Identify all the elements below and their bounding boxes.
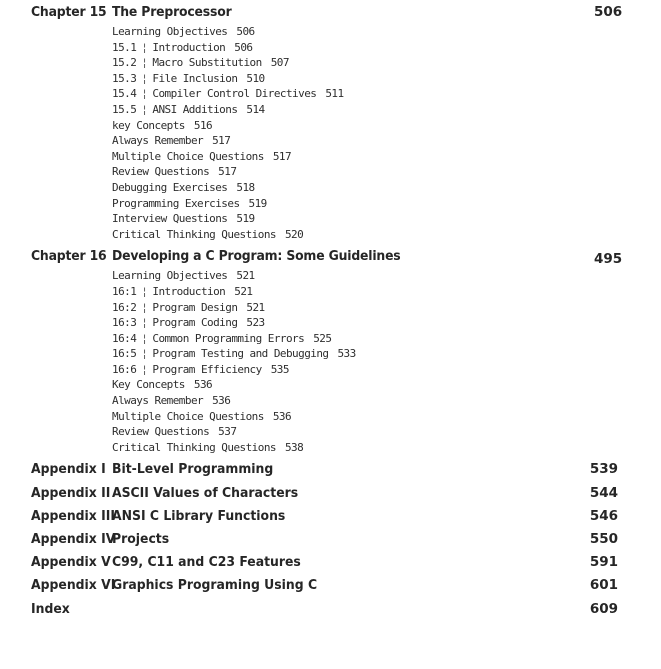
- toc-entry: [112, 268, 621, 284]
- entry-title: Introduction: [152, 40, 226, 54]
- separator-glyph: ¦: [141, 87, 148, 101]
- toc-entry: [112, 409, 621, 425]
- entry-title: Introduction: [152, 284, 226, 298]
- toc-entry: [112, 393, 621, 409]
- entry-page: 519: [236, 212, 255, 226]
- appendix-row: [31, 554, 621, 577]
- entry-title: Program Testing and Debugging: [152, 347, 329, 361]
- chapter-page-number: 495: [594, 251, 623, 267]
- appendix-title: ANSI C Library Functions: [112, 507, 286, 524]
- toc-entry: [112, 424, 621, 440]
- entry-page: 536: [212, 394, 231, 408]
- appendix-page: 601: [589, 577, 618, 594]
- section-number: 16:5: [112, 347, 137, 361]
- chapter-title: The Preprocessor: [111, 4, 232, 20]
- appendix-label: Appendix I: [31, 461, 106, 478]
- appendix-label: Appendix V: [31, 554, 111, 571]
- toc-entry: [112, 71, 621, 87]
- entry-page: 510: [246, 71, 265, 85]
- appendix-row: [31, 531, 621, 554]
- entry-page: 517: [272, 149, 292, 163]
- entry-title: Program Design: [152, 300, 238, 314]
- appendix-page: 539: [589, 461, 618, 478]
- entry-page: 511: [325, 87, 344, 101]
- entry-title: Programming Exercises: [112, 196, 240, 210]
- entry-title: Critical Thinking Questions: [112, 227, 276, 241]
- entry-page: 523: [246, 316, 265, 330]
- appendix-page: 609: [589, 600, 618, 617]
- section-number: 16:1: [112, 284, 137, 298]
- toc-entry: [112, 133, 621, 149]
- appendix-title: Bit-Level Programming: [112, 461, 274, 478]
- entry-page: 506: [234, 40, 253, 54]
- appendix-row: [31, 485, 621, 508]
- entry-page: 537: [218, 425, 237, 439]
- entry-page: 506: [236, 25, 255, 38]
- separator-glyph: ¦: [141, 316, 148, 330]
- toc-entry: [112, 211, 621, 227]
- appendix-label: Appendix IV: [31, 531, 116, 547]
- toc-entry: [112, 55, 621, 71]
- entry-page: 520: [284, 227, 304, 241]
- entry-title: Compiler Control Directives: [152, 87, 317, 101]
- entry-page: 517: [212, 134, 231, 148]
- toc-entry: [112, 284, 621, 300]
- entry-title: Debugging Exercises: [112, 180, 228, 194]
- appendix-row: [31, 508, 621, 531]
- toc-entry: [112, 180, 621, 196]
- entry-page: 521: [236, 269, 255, 283]
- entry-title: Learning Objectives: [112, 269, 228, 283]
- entry-title: Interview Questions: [112, 212, 228, 226]
- separator-glyph: ¦: [141, 347, 148, 361]
- entry-title: Program Coding: [152, 316, 238, 330]
- entry-page: 516: [193, 118, 213, 132]
- appendix-title: Projects: [112, 531, 170, 547]
- entry-title: ANSI Additions: [152, 102, 238, 116]
- entry-title: Multiple Choice Questions: [112, 149, 264, 163]
- entry-title: Critical Thinking Questions: [112, 440, 276, 454]
- appendix-title: C99, C11 and C23 Features: [112, 554, 301, 571]
- section-number: 16:6: [112, 362, 137, 376]
- toc-entry: [112, 346, 621, 362]
- entry-title: key Concepts: [112, 118, 185, 132]
- chapter-entries: [31, 268, 621, 455]
- toc-entry: [112, 300, 621, 316]
- toc-entry: [112, 164, 621, 180]
- appendix-page: 546: [589, 507, 618, 524]
- appendix-page: 544: [589, 484, 618, 501]
- entry-title: Review Questions: [112, 165, 210, 179]
- toc-entry: [112, 149, 621, 165]
- entry-title: File Inclusion: [152, 71, 238, 85]
- separator-glyph: ¦: [141, 102, 148, 116]
- appendix-label: Appendix II: [31, 484, 111, 501]
- chapter-block: [31, 248, 621, 455]
- toc-entry: [112, 331, 621, 347]
- entry-page: 517: [218, 165, 237, 179]
- section-number: 15.3: [112, 71, 137, 85]
- toc-entry: [112, 118, 621, 134]
- chapter-heading: [31, 248, 623, 268]
- section-number: 16:2: [112, 300, 137, 314]
- entry-page: 536: [272, 409, 292, 423]
- chapter-number: Chapter 15: [31, 4, 107, 20]
- entry-page: 525: [313, 331, 332, 345]
- appendix-row: [31, 461, 621, 484]
- entry-page: 533: [337, 347, 356, 361]
- section-number: 15.5: [112, 102, 137, 116]
- toc-entry: [112, 196, 621, 212]
- separator-glyph: ¦: [141, 71, 148, 85]
- entry-page: 536: [193, 378, 213, 392]
- section-number: 15.2: [112, 56, 137, 70]
- section-number: 15.1: [112, 40, 137, 54]
- toc-entry: [112, 102, 621, 118]
- appendix-title: Graphics Programing Using C: [112, 577, 318, 594]
- entry-page: 538: [284, 440, 304, 454]
- section-number: 15.4: [112, 87, 137, 101]
- entry-page: 514: [246, 102, 265, 116]
- toc-entry: [112, 24, 621, 40]
- entry-title: Program Efficiency: [152, 362, 262, 376]
- entry-page: 521: [234, 284, 253, 298]
- entry-page: 507: [270, 56, 289, 70]
- appendix-page: 550: [589, 531, 618, 547]
- section-number: 16:3: [112, 316, 137, 330]
- entry-page: 519: [248, 196, 267, 210]
- index-row: [31, 601, 621, 624]
- appendix-title: ASCII Values of Characters: [112, 484, 299, 501]
- entry-title: Macro Substitution: [152, 56, 262, 70]
- entry-title: Learning Objectives: [112, 25, 228, 38]
- appendix-list: [31, 461, 621, 623]
- toc-entry: [112, 440, 621, 456]
- entry-page: 521: [246, 300, 265, 314]
- separator-glyph: ¦: [141, 362, 148, 376]
- appendix-label: Index: [31, 600, 70, 617]
- chapter-number: Chapter 16: [31, 248, 107, 265]
- entry-title: Key Concepts: [112, 378, 185, 392]
- entry-page: 535: [270, 362, 289, 376]
- separator-glyph: ¦: [141, 284, 148, 298]
- toc-entry: [112, 86, 621, 102]
- entry-page: 518: [236, 180, 255, 194]
- chapter-title: Developing a C Program: Some Guidelines: [111, 248, 401, 265]
- toc-entry: [112, 377, 621, 393]
- entry-title: Review Questions: [112, 425, 210, 439]
- toc-entry: [112, 362, 621, 378]
- entry-title: Always Remember: [112, 134, 204, 148]
- separator-glyph: ¦: [141, 300, 148, 314]
- separator-glyph: ¦: [141, 331, 148, 345]
- toc-entry: [112, 315, 621, 331]
- entry-title: Common Programming Errors: [152, 331, 305, 345]
- chapter-page-number: 506: [594, 4, 623, 20]
- entry-title: Multiple Choice Questions: [112, 409, 264, 423]
- toc-entry: [112, 227, 621, 243]
- table-of-contents: [31, 4, 621, 624]
- chapter-heading: [31, 4, 623, 24]
- separator-glyph: ¦: [141, 40, 148, 54]
- entry-title: Always Remember: [112, 394, 204, 408]
- appendix-row: [31, 577, 621, 600]
- separator-glyph: ¦: [141, 56, 148, 70]
- chapter-entries: [31, 24, 621, 242]
- appendix-label: Appendix VI: [31, 577, 116, 594]
- section-number: 16:4: [112, 331, 137, 345]
- appendix-label: Appendix III: [31, 507, 116, 524]
- appendix-page: 591: [589, 554, 618, 571]
- chapter-block: [31, 4, 621, 242]
- toc-entry: [112, 40, 621, 56]
